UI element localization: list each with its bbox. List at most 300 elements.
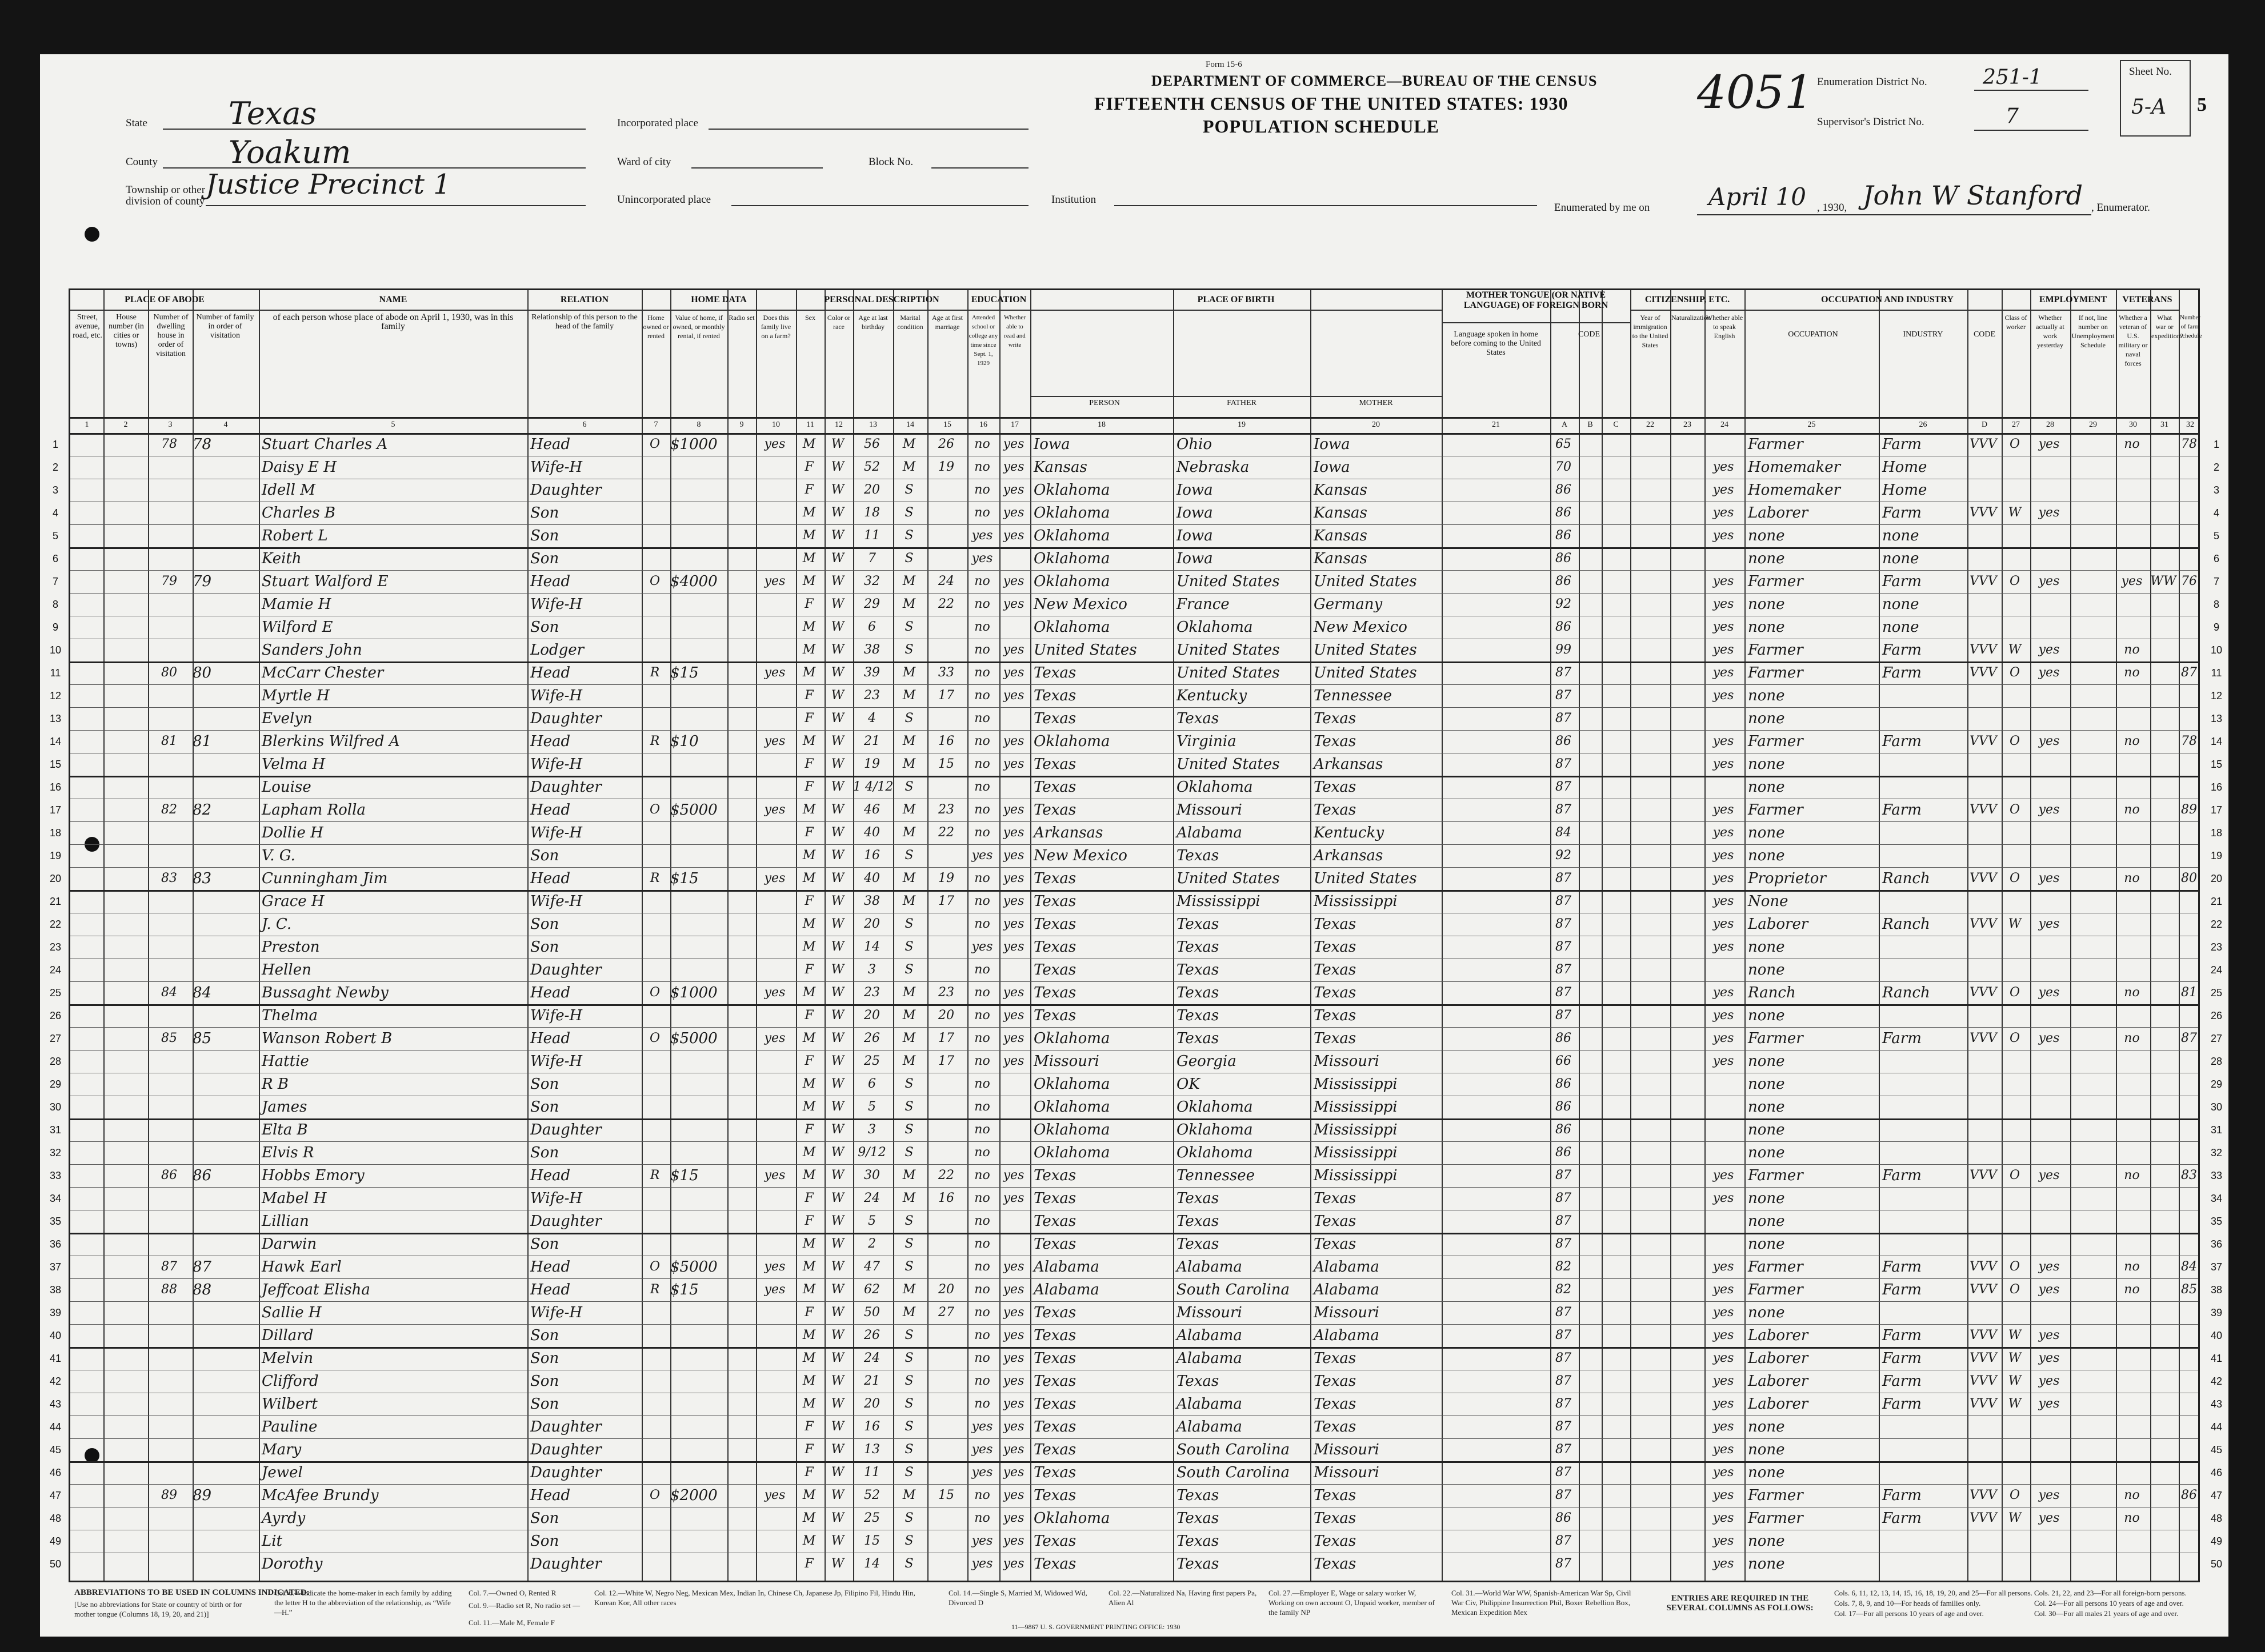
- line-number: 12: [49, 690, 62, 701]
- cell-school: no: [974, 734, 990, 748]
- cell-name: Stuart Charles A: [262, 436, 388, 453]
- table-row: [49, 1530, 2223, 1553]
- cell-occupation: none: [1748, 961, 1785, 979]
- cell-relation: Son: [530, 1396, 559, 1413]
- cell-farm: [756, 1118, 794, 1141]
- cell-value: [670, 1301, 725, 1324]
- cell-name: Hellen: [262, 961, 311, 979]
- cell-age: 23: [864, 985, 880, 1000]
- entries-6: Col. 30—For all males 21 years of age and over.: [2034, 1609, 2179, 1618]
- table-row: [49, 1256, 2223, 1278]
- cell-cls: [2002, 776, 2028, 799]
- table-row: [49, 1210, 2223, 1233]
- cell-code: 87: [1555, 894, 1571, 908]
- punch-hole: [85, 227, 99, 242]
- line-number-right: 38: [2210, 1284, 2223, 1296]
- incorporated-label: Incorporated place: [617, 117, 698, 129]
- cell-agem: [927, 1530, 965, 1553]
- column-number: A: [1561, 420, 1568, 429]
- cell-occupation: none: [1748, 619, 1785, 636]
- cell-father: United States: [1176, 573, 1280, 590]
- cell-marital: S: [905, 1237, 914, 1251]
- cell-age: 32: [864, 574, 880, 588]
- cell-farm: [756, 821, 794, 844]
- cell-cls: W: [2008, 506, 2022, 520]
- cell-english: [1704, 707, 1742, 730]
- cell-name: Hattie: [262, 1053, 309, 1070]
- cell-person: Texas: [1034, 1236, 1077, 1253]
- cell-person: Alabama: [1034, 1258, 1099, 1276]
- cell-vet: no: [2124, 734, 2140, 748]
- cell-farm: [756, 593, 794, 616]
- cell-name: Pauline: [262, 1418, 318, 1436]
- cell-occupation: none: [1748, 1236, 1785, 1253]
- cell-person: Iowa: [1034, 436, 1070, 453]
- cell-school: no: [974, 1168, 990, 1182]
- line-number-right: 28: [2210, 1056, 2223, 1067]
- line-number: 11: [50, 667, 61, 679]
- table-row: [52, 502, 2219, 524]
- cell-cls: W: [2008, 643, 2022, 657]
- grid-subheader-line: [1030, 396, 1442, 397]
- cell-occupation: Laborer: [1748, 1373, 1808, 1390]
- cell-sex: M: [802, 1077, 816, 1091]
- cell-work: [2030, 1118, 2068, 1141]
- cell-value: [670, 1141, 725, 1164]
- cell-dwelling: [148, 1118, 190, 1141]
- cell-war: [2150, 479, 2176, 502]
- cell-industry: Farm: [1882, 1487, 1922, 1504]
- cell-person: New Mexico: [1034, 847, 1127, 864]
- cell-industry: Farm: [1882, 1396, 1922, 1413]
- abbrev-col11: Col. 11.—Male M, Female F: [469, 1618, 555, 1627]
- cell-name: Dollie H: [262, 824, 323, 841]
- cell-rw: yes: [1003, 734, 1025, 748]
- cell-industry: Farm: [1882, 1281, 1922, 1298]
- cell-farm: [756, 456, 794, 479]
- cell-cls: [2002, 753, 2028, 776]
- line-number: 35: [49, 1216, 62, 1227]
- cell-code: 86: [1555, 574, 1571, 588]
- cell-school: yes: [971, 1465, 993, 1479]
- cell-war: [2150, 1050, 2176, 1073]
- abbrev-col12: Col. 12.—White W, Negro Neg, Mexican Mex, Indian In, Chinese Ch, Japanese Jp, Filipino Fil, Hindu Hin, Korean Kor, All other races: [594, 1589, 915, 1607]
- cell-dwelling: [148, 1324, 190, 1347]
- cell-race: W: [831, 894, 845, 908]
- table-row: [49, 821, 2223, 844]
- column-number: D: [1981, 420, 1988, 429]
- table-row: [52, 593, 2219, 616]
- line-number: 30: [49, 1101, 62, 1113]
- cell-father: Nebraska: [1176, 459, 1250, 476]
- cell-name: Cunningham Jim: [262, 870, 388, 887]
- cell-school: no: [974, 1077, 990, 1091]
- cell-person: Texas: [1034, 893, 1077, 910]
- hdr-birth-father: FATHER: [1227, 399, 1256, 407]
- cell-farm: yes: [764, 871, 786, 885]
- cell-sex: M: [802, 871, 816, 885]
- cell-english: yes: [1712, 1420, 1734, 1434]
- cell-farmno: [2179, 1347, 2199, 1370]
- cell-dwelling: 85: [161, 1031, 177, 1045]
- cell-occupation: none: [1748, 527, 1785, 544]
- cell-name: Mamie H: [262, 596, 331, 613]
- cell-family: 85: [193, 1030, 212, 1047]
- cell-age: 52: [864, 1488, 880, 1502]
- cell-value: [670, 707, 725, 730]
- cell-family: 89: [193, 1487, 212, 1504]
- cell-age: 5: [868, 1100, 876, 1114]
- hdr-english: Whether able to speak English: [1706, 314, 1743, 340]
- cell-owned: [642, 1004, 668, 1027]
- group-home-data: HOME DATA: [642, 290, 796, 311]
- table-row: [49, 1301, 2223, 1324]
- cell-farm: [756, 844, 794, 867]
- cell-vet: no: [2124, 1511, 2140, 1525]
- cell-work: yes: [2038, 437, 2060, 451]
- cell-person: Texas: [1034, 1213, 1077, 1230]
- cell-value: [670, 1187, 725, 1210]
- cell-name: Thelma: [262, 1007, 318, 1024]
- cell-work: [2030, 753, 2068, 776]
- line-number-right: 40: [2210, 1330, 2223, 1341]
- cell-code: 87: [1555, 1488, 1571, 1502]
- column-number: 24: [1720, 420, 1728, 429]
- sheet-value: 5-A: [2131, 95, 2167, 119]
- line-number-right: 32: [2210, 1147, 2223, 1158]
- cell-industry: [1882, 776, 1965, 799]
- cell-farmno: [2179, 913, 2199, 936]
- cell-sex: F: [805, 1008, 814, 1023]
- cell-vet: no: [2124, 871, 2140, 885]
- cell-value: $1000: [670, 436, 718, 453]
- cell-dwelling: [148, 1553, 190, 1575]
- cell-mother: Mississippi: [1314, 1144, 1398, 1161]
- cell-mother: Texas: [1314, 984, 1356, 1001]
- cell-cls: O: [2009, 803, 2020, 817]
- cell-family: [193, 639, 257, 661]
- cell-farm: [756, 1393, 794, 1416]
- cell-relation: Head: [530, 1281, 571, 1298]
- cell-english: yes: [1712, 1282, 1734, 1297]
- line-number-right: 49: [2210, 1535, 2223, 1547]
- cell-work: [2030, 821, 2068, 844]
- cell-race: W: [831, 871, 845, 885]
- block-label: Block No.: [869, 156, 914, 168]
- cell-age: 26: [864, 1031, 880, 1045]
- cell-age: 21: [864, 734, 880, 748]
- cell-mother: Texas: [1314, 961, 1356, 979]
- cell-cls: [2002, 616, 2028, 639]
- line-number-right: 50: [2210, 1558, 2223, 1570]
- line-number: 22: [49, 919, 62, 930]
- cell-english: yes: [1712, 1054, 1734, 1068]
- cell-race: W: [831, 757, 845, 771]
- cell-mother: United States: [1314, 641, 1417, 659]
- cell-relation: Son: [530, 916, 559, 933]
- cell-father: Alabama: [1176, 1350, 1242, 1367]
- cell-marital: S: [905, 528, 914, 543]
- column-number: 13: [869, 420, 877, 429]
- cell-farm: [756, 753, 794, 776]
- hdr-house: House number (in cities or towns): [109, 313, 144, 349]
- cell-english: [1704, 1096, 1742, 1118]
- sheet-side: 5: [2197, 94, 2207, 115]
- cell-icode: [1967, 524, 1999, 547]
- cell-mother: Texas: [1314, 1030, 1356, 1047]
- hdr-class-worker: Class of worker: [2004, 314, 2027, 331]
- cell-relation: Head: [530, 870, 571, 887]
- cell-value: [670, 890, 725, 913]
- column-number: 18: [1098, 420, 1106, 429]
- cell-industry: [1882, 1141, 1965, 1164]
- cell-person: Oklahoma: [1034, 527, 1110, 544]
- cell-mother: Texas: [1314, 1190, 1356, 1207]
- cell-english: yes: [1712, 1374, 1734, 1388]
- cell-agem: 17: [938, 894, 954, 908]
- cell-cls: O: [2009, 437, 2020, 451]
- cell-farmno: [2179, 1050, 2199, 1073]
- cell-race: W: [831, 1488, 845, 1502]
- cell-person: Oklahoma: [1034, 619, 1110, 636]
- cell-industry: Ranch: [1882, 984, 1930, 1001]
- cell-owned: [642, 1073, 668, 1096]
- cell-icode: [1967, 1096, 1999, 1118]
- cell-farm: [756, 1301, 794, 1324]
- cell-farm: [756, 639, 794, 661]
- cell-person: United States: [1034, 641, 1137, 659]
- line-number: 19: [49, 850, 62, 861]
- cell-age: 52: [864, 460, 880, 474]
- cell-mother: Mississippi: [1314, 1121, 1398, 1138]
- cell-marital: S: [905, 1442, 914, 1457]
- cell-sex: M: [802, 574, 816, 588]
- cell-icode: VVV: [1970, 917, 1997, 931]
- cell-rw: yes: [1003, 597, 1025, 611]
- cell-school: no: [974, 1511, 990, 1525]
- column-number: C: [1613, 420, 1619, 429]
- cell-english: yes: [1712, 1397, 1734, 1411]
- cell-work: [2030, 1530, 2068, 1553]
- cell-age: 16: [864, 1420, 880, 1434]
- cell-age: 40: [864, 825, 880, 840]
- cell-name: Keith: [262, 550, 302, 567]
- column-number: 30: [2129, 420, 2137, 429]
- cell-agem: 17: [938, 1054, 954, 1068]
- line-number: 31: [49, 1124, 62, 1136]
- cell-value: [670, 753, 725, 776]
- cell-race: W: [831, 688, 845, 703]
- cell-person: Texas: [1034, 870, 1077, 887]
- cell-occupation: Laborer: [1748, 1350, 1808, 1367]
- cell-war: [2150, 890, 2176, 913]
- cell-value: $2000: [670, 1487, 718, 1504]
- cell-rw: yes: [1003, 1511, 1025, 1525]
- cell-owned: [642, 1553, 668, 1575]
- table-row: [49, 1004, 2223, 1027]
- sheet-number-box: [2120, 60, 2191, 137]
- cell-school: no: [974, 665, 990, 680]
- cell-person: Texas: [1034, 1418, 1077, 1436]
- cell-farm: [756, 547, 794, 570]
- cell-sex: M: [802, 1488, 816, 1502]
- table-row: [49, 1278, 2223, 1301]
- cell-work: yes: [2038, 1168, 2060, 1182]
- county-label: County: [126, 156, 158, 168]
- line-number: 43: [49, 1398, 62, 1410]
- cell-farm: yes: [764, 1488, 786, 1502]
- cell-icode: [1967, 1141, 1999, 1164]
- cell-icode: VVV: [1970, 1282, 1997, 1297]
- cell-marital: M: [902, 437, 916, 451]
- enumerator-label: , Enumerator.: [2091, 202, 2150, 214]
- cell-dwelling: [148, 1050, 190, 1073]
- cell-mother: Kansas: [1314, 527, 1367, 544]
- line-number: 24: [49, 964, 62, 976]
- cell-cls: W: [2008, 1397, 2022, 1411]
- hdr-read-write: Whether able to read and write: [1004, 314, 1026, 348]
- cell-icode: VVV: [1970, 871, 1997, 885]
- cell-industry: [1882, 684, 1965, 707]
- cell-industry: [1882, 1004, 1965, 1027]
- cell-father: Texas: [1176, 939, 1219, 956]
- cell-relation: Daughter: [530, 1464, 602, 1481]
- cell-owned: O: [649, 1488, 661, 1502]
- hdr-ind-code: CODE: [1973, 330, 1996, 339]
- cell-english: yes: [1712, 1557, 1734, 1571]
- cell-vet: no: [2124, 1282, 2140, 1297]
- table-row: [49, 981, 2223, 1004]
- cell-industry: [1882, 1438, 1965, 1461]
- cell-farmno: [2179, 1141, 2199, 1164]
- table-row: [49, 1370, 2223, 1393]
- cell-war: [2150, 1210, 2176, 1233]
- cell-family: [193, 1370, 257, 1393]
- table-row: [49, 1347, 2223, 1370]
- cell-age: 16: [864, 848, 880, 863]
- line-number: 44: [49, 1421, 62, 1433]
- cell-farm: yes: [764, 1260, 786, 1274]
- cell-race: W: [831, 1442, 845, 1457]
- cell-industry: Farm: [1882, 504, 1922, 522]
- cell-agem: [927, 776, 965, 799]
- cell-father: Tennessee: [1176, 1167, 1255, 1184]
- cell-marital: S: [905, 848, 914, 863]
- cell-industry: [1882, 707, 1965, 730]
- cell-name: Clifford: [262, 1373, 319, 1390]
- cell-family: [193, 456, 257, 479]
- cell-farm: yes: [764, 574, 786, 588]
- county-value: Yoakum: [229, 134, 351, 170]
- cell-owned: [642, 1393, 668, 1416]
- cell-age: 13: [864, 1442, 880, 1457]
- cell-mother: Texas: [1314, 1213, 1356, 1230]
- cell-family: [193, 1461, 257, 1484]
- cell-relation: Son: [530, 1533, 559, 1550]
- cell-father: Texas: [1176, 847, 1219, 864]
- cell-farmno: [2179, 959, 2199, 981]
- cell-relation: Wife-H: [530, 596, 583, 613]
- cell-family: [193, 1530, 257, 1553]
- cell-english: [1704, 433, 1742, 456]
- line-number-right: 33: [2210, 1170, 2223, 1181]
- cell-father: France: [1176, 596, 1230, 613]
- column-number: 27: [2012, 420, 2020, 429]
- cell-code: 82: [1555, 1282, 1571, 1297]
- cell-owned: R: [650, 665, 660, 680]
- cell-sex: F: [805, 1214, 814, 1228]
- cell-race: W: [831, 643, 845, 657]
- cell-age: 3: [868, 963, 876, 977]
- cell-mother: Texas: [1314, 779, 1356, 796]
- cell-icode: VVV: [1970, 1351, 1997, 1365]
- cell-icode: VVV: [1970, 1031, 1997, 1045]
- cell-person: Texas: [1034, 1167, 1077, 1184]
- cell-code: 87: [1555, 1420, 1571, 1434]
- cell-father: Iowa: [1176, 527, 1213, 544]
- cell-vet: [2116, 593, 2148, 616]
- cell-dwelling: [148, 1530, 190, 1553]
- table-row: [49, 1484, 2223, 1507]
- cell-mother: Kansas: [1314, 504, 1367, 522]
- cell-name: Louise: [262, 779, 311, 796]
- cell-occupation: Farmer: [1748, 1281, 1803, 1298]
- cell-person: Oklahoma: [1034, 1098, 1110, 1116]
- cell-war: [2150, 1461, 2176, 1484]
- cell-father: Missouri: [1176, 1304, 1242, 1321]
- cell-english: yes: [1712, 734, 1734, 748]
- column-number: 5: [391, 420, 395, 429]
- cell-school: yes: [971, 528, 993, 543]
- cell-sex: M: [802, 1031, 816, 1045]
- cell-work: [2030, 890, 2068, 913]
- cell-english: yes: [1712, 848, 1734, 863]
- cell-work: [2030, 1096, 2068, 1118]
- cell-vet: no: [2124, 643, 2140, 657]
- cell-code: 86: [1555, 1100, 1571, 1114]
- line-number-right: 29: [2210, 1078, 2223, 1090]
- cell-father: Texas: [1176, 1236, 1219, 1253]
- cell-owned: [642, 639, 668, 661]
- cell-race: W: [831, 437, 845, 451]
- cell-marital: M: [902, 985, 916, 1000]
- cell-sex: F: [805, 1465, 814, 1479]
- cell-english: yes: [1712, 1328, 1734, 1342]
- cell-agem: 22: [938, 597, 954, 611]
- cell-school: no: [974, 1054, 990, 1068]
- cell-mother: Texas: [1314, 733, 1356, 750]
- cell-age: 20: [864, 917, 880, 931]
- cell-war: [2150, 616, 2176, 639]
- cell-person: Alabama: [1034, 1281, 1099, 1298]
- cell-war: [2150, 1416, 2176, 1438]
- line-number: 18: [49, 827, 62, 839]
- cell-industry: [1882, 821, 1965, 844]
- line-number-right: 9: [2213, 621, 2219, 633]
- cell-age: 24: [864, 1351, 880, 1365]
- cell-family: [193, 1438, 257, 1461]
- abbrev-col31: Col. 31.—World War WW, Spanish-American War Sp, Civil War Civ, Philippine Insurrection Phil, Boxer Rebellion Box, Mexican Expedition Mex: [1451, 1589, 1631, 1617]
- cell-person: Oklahoma: [1034, 504, 1110, 522]
- cell-age: 62: [864, 1282, 880, 1297]
- cell-race: W: [831, 551, 845, 566]
- line-number: 28: [49, 1056, 62, 1067]
- cell-war: [2150, 821, 2176, 844]
- cell-farm: [756, 1141, 794, 1164]
- cell-code: 87: [1555, 711, 1571, 725]
- cell-family: [193, 524, 257, 547]
- cell-race: W: [831, 711, 845, 725]
